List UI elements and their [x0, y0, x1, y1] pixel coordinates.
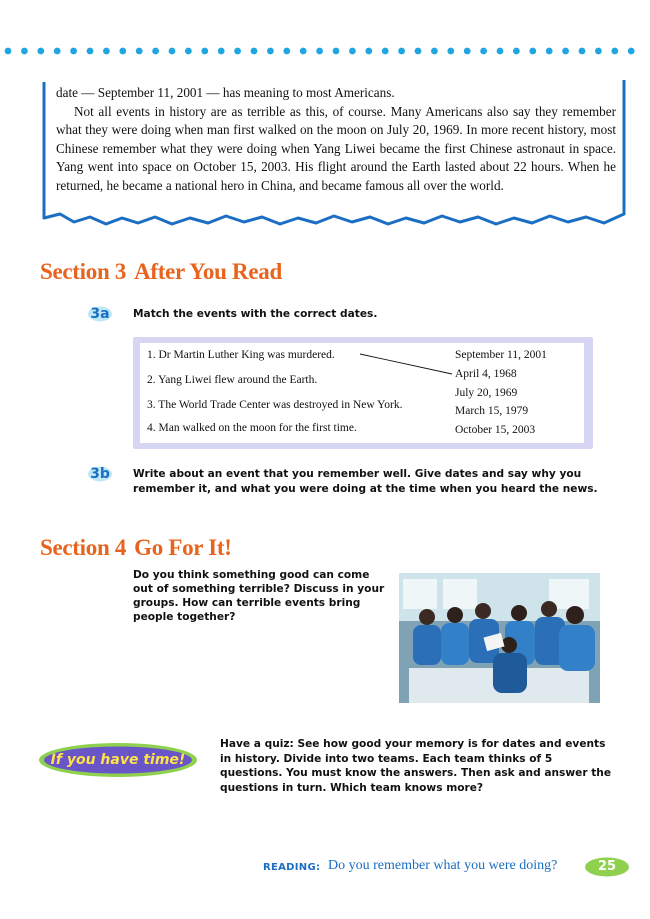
border-dot: [398, 48, 405, 55]
section-3-number: Section 3: [40, 259, 127, 284]
border-dot: [529, 48, 536, 55]
border-dot: [382, 48, 389, 55]
border-dot: [103, 48, 110, 55]
event-item-3: 3. The World Trade Center was destroyed in New York.: [147, 399, 403, 411]
border-dot: [365, 48, 372, 55]
border-dot: [169, 48, 176, 55]
students-discussion-photo: [399, 573, 600, 703]
quiz-instructions: Have a quiz: See how good your memory is for dates and events in history. Divide into two teams. Each team thinks of 5 questions. You must know the answers. Then ask and answer the questions in turn. Which team knows more?: [220, 738, 612, 794]
section-3-heading: [40, 259, 282, 285]
border-dot: [562, 48, 569, 55]
border-dot: [513, 48, 520, 55]
date-option-3: July 20, 1969: [455, 387, 518, 399]
border-dot: [300, 48, 307, 55]
date-option-1: September 11, 2001: [455, 349, 547, 361]
border-dot: [464, 48, 471, 55]
border-dot: [70, 48, 77, 55]
border-dot: [37, 48, 44, 55]
section-3-title: After You Read: [134, 259, 282, 284]
date-option-2: April 4, 1968: [455, 368, 517, 380]
border-dot: [136, 48, 143, 55]
border-dot: [185, 48, 192, 55]
reading-paragraph: Not all events in history are as terrible as this, of course. Many Americans also say they remember what they were doing when man first walked on the moon on July 20, 1969. In more recent history, most Chinese remember what they were doing when Yang Liwei became the first Chinese astronaut in space. Yang went into space on October 15, 2003. His flight around the Earth lasted about 22 hours. When he returned, he became a national hero in China, and became famous all over the world.: [56, 103, 616, 193]
border-dot: [497, 48, 504, 55]
activity-3a-instruction: Match the events with the correct dates.: [133, 308, 378, 320]
footer-section-label: READING:: [263, 862, 321, 873]
border-dot: [54, 48, 61, 55]
border-dot: [251, 48, 258, 55]
border-dot: [283, 48, 290, 55]
page-number: 25: [597, 859, 617, 874]
date-option-4: March 15, 1979: [455, 405, 529, 417]
border-dot: [431, 48, 438, 55]
event-item-4: 4. Man walked on the moon for the first time.: [147, 422, 357, 434]
border-dot: [201, 48, 208, 55]
border-dot: [595, 48, 602, 55]
section-4-number: Section 4: [40, 535, 127, 560]
border-dot: [333, 48, 340, 55]
border-dot: [628, 48, 635, 55]
border-dot: [349, 48, 356, 55]
border-dot: [611, 48, 618, 55]
event-item-1: 1. Dr Martin Luther King was murdered.: [147, 349, 335, 361]
border-dot: [87, 48, 94, 55]
border-dot: [480, 48, 487, 55]
badge-3b: 3b: [90, 466, 110, 482]
border-dot: [218, 48, 225, 55]
border-dot: [5, 48, 12, 55]
section-4-title: Go For It!: [134, 535, 232, 560]
section-4-prompt: Do you think something good can come out of something terrible? Discuss in your groups. How can terrible events bring people together?: [133, 569, 385, 623]
reading-passage: [56, 84, 616, 196]
footer-unit-title: Do you remember what you were doing?: [328, 858, 558, 873]
border-dot: [546, 48, 553, 55]
border-dot: [21, 48, 28, 55]
border-dot: [152, 48, 159, 55]
badge-3a: 3a: [90, 306, 110, 322]
date-option-5: October 15, 2003: [455, 424, 536, 436]
border-dot: [415, 48, 422, 55]
activity-3b-instruction: Write about an event that you remember well. Give dates and say why you remember it, and what you were doing at the time when you heard the news.: [133, 468, 598, 495]
section-4-heading: [40, 535, 232, 561]
decorative-dot-border: [0, 44, 650, 58]
if-you-have-time-label: If you have time!: [50, 752, 186, 768]
reading-first-line: date — September 11, 2001 — has meaning to most Americans.: [56, 85, 395, 100]
border-dot: [447, 48, 454, 55]
border-dot: [234, 48, 241, 55]
border-dot: [316, 48, 323, 55]
event-item-2: 2. Yang Liwei flew around the Earth.: [147, 374, 318, 386]
border-dot: [267, 48, 274, 55]
border-dot: [119, 48, 126, 55]
border-dot: [579, 48, 586, 55]
